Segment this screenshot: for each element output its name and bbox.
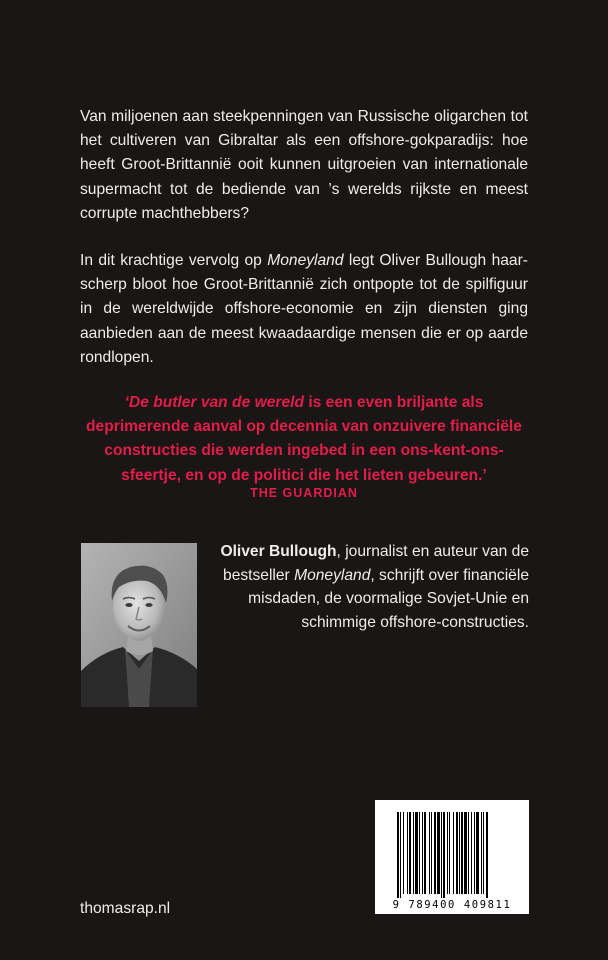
barcode-bar bbox=[468, 812, 469, 894]
intro-paragraph bbox=[80, 105, 528, 226]
barcode-bar bbox=[415, 812, 418, 894]
author-bio-before: , journalist en auteur van de bestseller bbox=[223, 543, 529, 584]
review-source: THE GUARDIAN bbox=[250, 486, 358, 500]
barcode-bar bbox=[461, 812, 463, 894]
intro-text: Van miljoenen aan steekpenningen van Russische oligarchen tot het cultiveren van Gibraltar als een offshore-gokparadijs: hoe heeft Groot-Brittannië ooit kunnen uitgroeien van internationale supermacht tot de bediende van ’s werelds rijkste en meest corrupte machthebbers? bbox=[80, 108, 528, 222]
barcode-bar bbox=[447, 812, 448, 894]
summary-book-title: Moneyland bbox=[267, 252, 344, 269]
barcode-bar bbox=[419, 812, 420, 894]
barcode-bar bbox=[422, 812, 423, 894]
isbn-number: 9 789400 409811 bbox=[392, 899, 512, 911]
author-photo bbox=[81, 543, 197, 707]
barcode-bar bbox=[476, 812, 479, 894]
author-name: Oliver Bullough bbox=[220, 543, 337, 560]
barcode-bar bbox=[441, 812, 442, 898]
summary-text-after: legt Oliver Bullough haarscherp bloot hoe Groot-Brittannië zich ontpopte tot de spilfiguur in de wereldwijde offshore-economie en zijn diensten ging aanbieden aan de meest kwaadaardige mensen die er op aarde rondlopen. bbox=[80, 252, 528, 366]
author-bio bbox=[217, 540, 529, 634]
author-bio-book: Moneyland bbox=[294, 566, 371, 584]
barcode-bar bbox=[429, 812, 430, 894]
barcode-bar bbox=[486, 812, 488, 898]
barcode-bar bbox=[456, 812, 458, 894]
review-book-title: ‘De butler van de wereld bbox=[124, 394, 304, 411]
barcode-bar bbox=[464, 812, 467, 894]
author-bio-after: , schrijft over financiële misdaden, de voormalige Sovjet-Unie en schimmige offshore-constructies. bbox=[248, 566, 529, 631]
author-portrait-icon bbox=[81, 543, 197, 707]
summary-paragraph bbox=[80, 249, 528, 370]
barcode-bar bbox=[449, 812, 450, 894]
barcode-bar bbox=[474, 812, 475, 894]
barcode-bar bbox=[424, 812, 426, 894]
barcode-bar bbox=[397, 812, 399, 898]
review-quote bbox=[80, 391, 528, 488]
isbn-barcode bbox=[375, 800, 529, 914]
barcode-bar bbox=[437, 812, 440, 894]
barcode-bar bbox=[459, 812, 460, 894]
barcode-bar bbox=[483, 812, 484, 894]
summary-text-before: In dit krachtige vervolg op bbox=[80, 252, 268, 269]
barcode-bar bbox=[443, 812, 445, 898]
barcode-bar bbox=[453, 812, 454, 894]
publisher-website: thomasrap.nl bbox=[80, 900, 171, 917]
barcode-bar bbox=[431, 812, 432, 894]
barcode-bar bbox=[471, 812, 472, 894]
review-text: is een even briljante als deprimerende aanval op decennia van onzuivere financiële constructies die werden ingebed in een ons-kent-ons-sfeertje, en op de politici die het lieten gebeuren.’ bbox=[86, 394, 522, 484]
barcode-bar bbox=[403, 812, 404, 894]
barcode-bar bbox=[400, 812, 401, 898]
barcode-bar bbox=[434, 812, 436, 894]
barcode-bar bbox=[413, 812, 414, 894]
barcode-bar bbox=[407, 812, 408, 894]
barcode-bars-icon bbox=[375, 800, 529, 914]
barcode-bar bbox=[409, 812, 411, 894]
barcode-bar bbox=[481, 812, 482, 894]
